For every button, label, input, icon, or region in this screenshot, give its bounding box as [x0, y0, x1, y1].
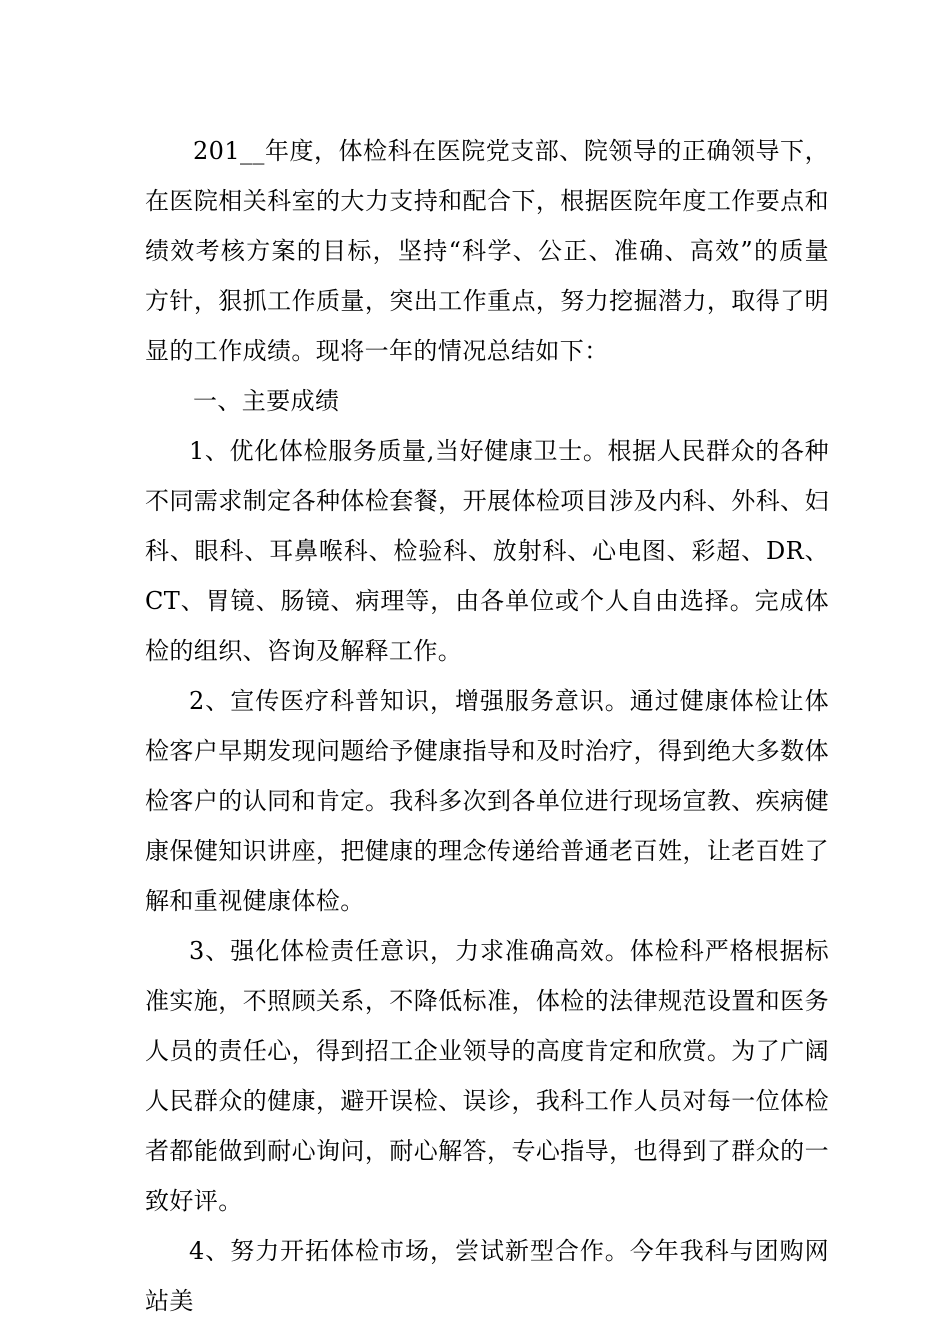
document-page: [145, 126, 829, 1326]
paragraph-intro: 201__年度，体检科在医院党支部、院领导的正确领导下，在医院相关科室的大力支持和配合下，根据医院年度工作要点和绩效考核方案的目标，坚持“科学、公正、准确、高效”的质量方针，狠抓工作质量，突出工作重点，努力挖掘潜力，取得了明显的工作成绩。现将一年的情况总结如下：: [145, 137, 829, 365]
paragraph-item-1: 1、优化体检服务质量,当好健康卫士。根据人民群众的各种不同需求制定各种体检套餐，开展体检项目涉及内科、外科、妇科、眼科、耳鼻喉科、检验科、放射科、心电图、彩超、DR、CT、胃镜、肠镜、病理等，由各单位或个人自由选择。完成体检的组织、咨询及解释工作。: [145, 437, 829, 665]
paragraph-item-3: 3、强化体检责任意识，力求准确高效。体检科严格根据标准实施，不照顾关系，不降低标准，体检的法律规范设置和医务人员的责任心，得到招工企业领导的高度肯定和欣赏。为了广阔人民群众的健康，避开误检、误诊，我科工作人员对每一位体检者都能做到耐心询问，耐心解答，专心指导，也得到了群众的一致好评。: [145, 937, 829, 1215]
paragraph-item-4: 4、努力开拓体检市场，尝试新型合作。今年我科与团购网站美: [145, 1237, 829, 1315]
paragraph-item-2: 2、宣传医疗科普知识，增强服务意识。通过健康体检让体检客户早期发现问题给予健康指导和及时治疗，得到绝大多数体检客户的认同和肯定。我科多次到各单位进行现场宣教、疾病健康保健知识讲座，把健康的理念传递给普通老百姓，让老百姓了解和重视健康体检。: [145, 687, 829, 915]
section-heading: 一、主要成绩: [193, 387, 340, 415]
